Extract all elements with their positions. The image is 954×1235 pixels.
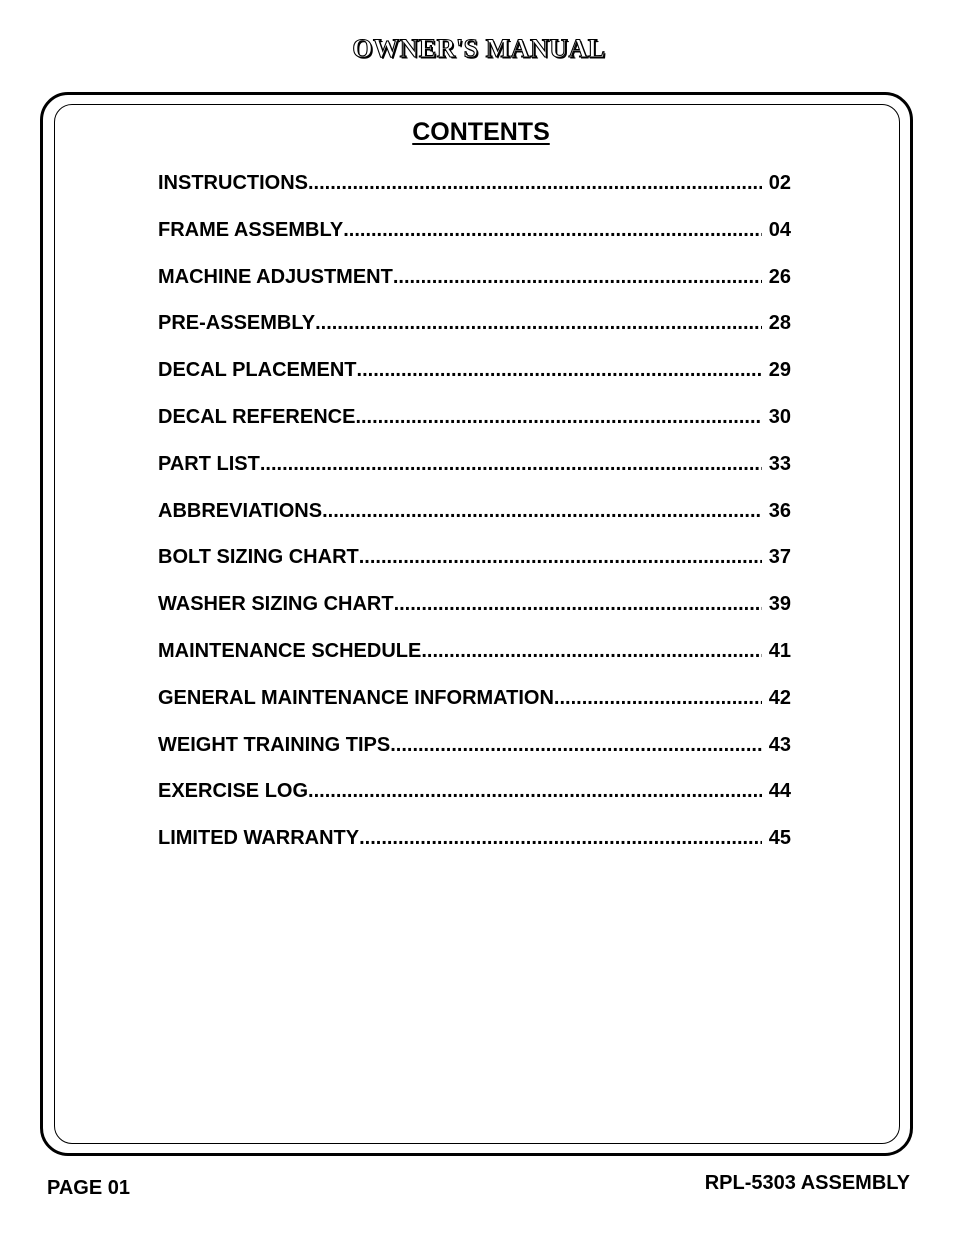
toc-entry-washer-sizing-chart: [158, 593, 791, 640]
footer-model-label: RPL-5303 ASSEMBLY: [704, 1172, 910, 1194]
toc-entry-page: 36: [768, 499, 791, 522]
toc-entry-title: LIMITED WARRANTY: [158, 827, 360, 850]
toc-entry-frame-assembly: [158, 219, 791, 266]
dot-leader: [394, 593, 762, 616]
toc-entry-title: EXERCISE LOG: [158, 780, 309, 803]
toc-entry-page: 33: [768, 452, 791, 475]
toc-entry-exercise-log: [158, 780, 791, 827]
toc-entry-decal-reference: [158, 406, 791, 453]
toc-entry-title: PART LIST: [158, 452, 260, 475]
dot-leader: [421, 640, 761, 663]
document-title: OWNER'S MANUAL: [352, 34, 606, 63]
toc-entry-title: BOLT SIZING CHART: [158, 546, 359, 569]
toc-entry-title: MAINTENANCE SCHEDULE: [158, 639, 422, 662]
dot-leader: [359, 546, 762, 569]
toc-entry-page: 42: [768, 686, 791, 709]
toc-entry-title: WEIGHT TRAINING TIPS: [158, 733, 391, 756]
dot-leader: [260, 453, 762, 476]
dot-leader: [315, 312, 762, 335]
toc-entry-title: PRE-ASSEMBLY: [158, 312, 316, 335]
toc-entry-page: 30: [768, 405, 791, 428]
toc-entry-part-list: [158, 453, 791, 500]
toc-entry-page: 29: [768, 359, 791, 382]
dot-leader: [343, 219, 762, 242]
dot-leader: [357, 359, 762, 382]
toc-entry-page: 28: [768, 312, 791, 335]
table-of-contents: [158, 172, 791, 874]
toc-entry-limited-warranty: [158, 827, 791, 874]
toc-entry-title: INSTRUCTIONS: [158, 172, 308, 194]
toc-entry-title: WASHER SIZING CHART: [158, 593, 394, 616]
dot-leader: [308, 172, 762, 195]
toc-entry-abbreviations: [158, 500, 791, 547]
toc-entry-instructions: [158, 172, 791, 219]
toc-entry-maintenance-schedule: [158, 640, 791, 687]
toc-entry-page: 44: [768, 780, 791, 803]
toc-entry-weight-training-tips: [158, 734, 791, 781]
footer-page-number: PAGE 01: [47, 1177, 130, 1199]
toc-entry-page: 37: [768, 546, 791, 569]
toc-entry-page: 04: [768, 218, 791, 241]
dot-leader: [322, 500, 762, 523]
toc-entry-pre-assembly: [158, 312, 791, 359]
toc-entry-decal-placement: [158, 359, 791, 406]
toc-entry-title: DECAL PLACEMENT: [158, 359, 357, 382]
contents-heading: CONTENTS: [412, 118, 550, 146]
toc-entry-page: 39: [768, 593, 791, 616]
dot-leader: [554, 687, 762, 710]
toc-entry-page: 43: [768, 733, 791, 756]
toc-entry-page: 26: [768, 265, 791, 288]
dot-leader: [308, 780, 762, 803]
dot-leader: [393, 266, 762, 289]
toc-entry-machine-adjustment: [158, 266, 791, 313]
toc-entry-title: MACHINE ADJUSTMENT: [158, 265, 393, 288]
dot-leader: [359, 827, 762, 850]
dot-leader: [390, 734, 762, 757]
toc-entry-bolt-sizing-chart: [158, 546, 791, 593]
dot-leader: [355, 406, 761, 429]
toc-entry-title: FRAME ASSEMBLY: [158, 218, 344, 241]
toc-entry-general-maintenance-information: [158, 687, 791, 734]
toc-entry-title: GENERAL MAINTENANCE INFORMATION: [158, 686, 554, 709]
toc-entry-title: DECAL REFERENCE: [158, 405, 356, 428]
toc-entry-title: ABBREVIATIONS: [158, 499, 323, 522]
toc-entry-page: 02: [768, 172, 791, 194]
toc-entry-page: 41: [768, 639, 791, 662]
toc-entry-page: 45: [768, 827, 791, 850]
